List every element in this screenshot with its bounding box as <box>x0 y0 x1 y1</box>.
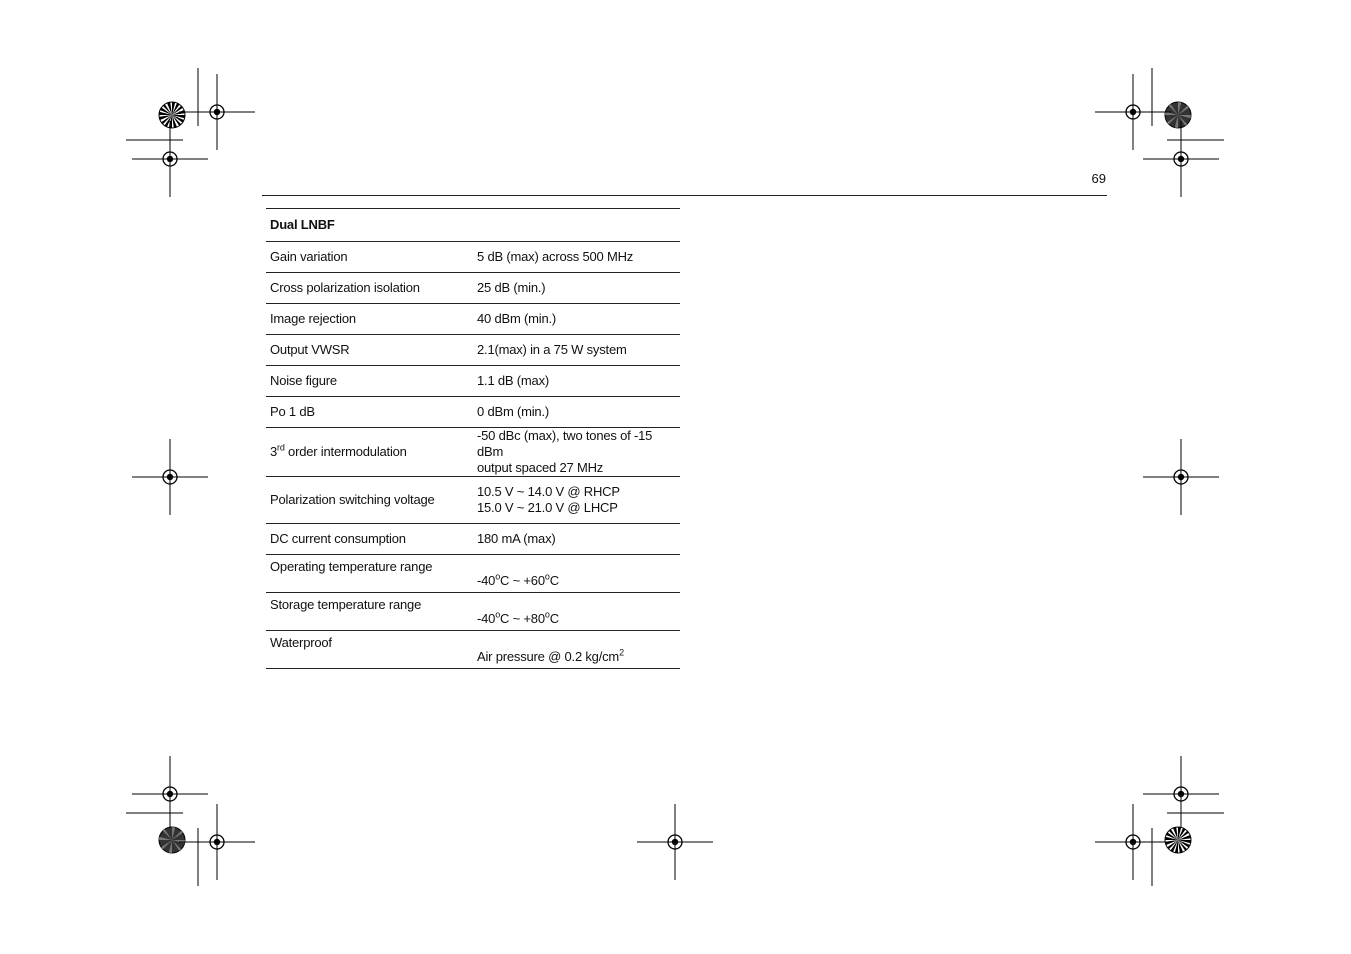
spec-label: Output VWSR <box>266 335 473 366</box>
spec-label: Storage temperature range <box>266 593 473 631</box>
table-header-row <box>266 209 680 242</box>
registration-mark-icon <box>1095 804 1171 880</box>
spec-value: 0 dBm (min.) <box>473 397 680 428</box>
crop-mark-top-right <box>1152 68 1224 140</box>
registration-mark-icon <box>1095 74 1171 150</box>
spec-value: 5 dB (max) across 500 MHz <box>473 242 680 273</box>
spec-table <box>266 208 680 669</box>
registration-mark-icon <box>132 756 208 832</box>
degree-sign: o <box>544 571 550 582</box>
registration-mark-icon <box>1143 756 1219 832</box>
spec-label <box>266 428 473 477</box>
degree-sign: o <box>544 609 550 620</box>
superscript: 2 <box>619 647 624 658</box>
table-row <box>266 428 680 477</box>
crop-mark-top-left <box>126 68 198 140</box>
table-row <box>266 273 680 304</box>
spec-value: 1.1 dB (max) <box>473 366 680 397</box>
value-text: C <box>549 611 559 626</box>
page-number: 69 <box>1091 171 1106 186</box>
header-rule <box>262 195 1107 196</box>
registration-mark-icon <box>179 804 255 880</box>
label-text: order intermodulation <box>284 444 407 459</box>
spec-label: Po 1 dB <box>266 397 473 428</box>
label-ordinal: rd <box>277 442 285 453</box>
spec-label: Gain variation <box>266 242 473 273</box>
table-row <box>266 593 680 631</box>
table-row <box>266 304 680 335</box>
registration-mark-icon <box>637 804 713 880</box>
color-bar-icon <box>1165 102 1191 128</box>
table-row <box>266 335 680 366</box>
table-row <box>266 555 680 593</box>
table-row <box>266 397 680 428</box>
spec-value <box>473 593 680 631</box>
spec-value: 180 mA (max) <box>473 524 680 555</box>
value-text: C ~ +80 <box>500 611 545 626</box>
spec-value: 2.1(max) in a 75 W system <box>473 335 680 366</box>
registration-mark-icon <box>1143 121 1219 197</box>
color-bar-icon <box>159 827 185 853</box>
registration-mark-icon <box>179 74 255 150</box>
color-bar-icon <box>159 102 185 128</box>
spec-value <box>473 555 680 593</box>
spec-label: Polarization switching voltage <box>266 477 473 524</box>
spec-value <box>473 631 680 669</box>
table-row <box>266 242 680 273</box>
table-row <box>266 631 680 669</box>
spec-value <box>473 477 680 524</box>
table-row <box>266 524 680 555</box>
value-text: Air pressure @ 0.2 kg/cm <box>477 649 620 664</box>
table-title: Dual LNBF <box>266 209 680 242</box>
spec-value: 25 dB (min.) <box>473 273 680 304</box>
spec-label: Cross polarization isolation <box>266 273 473 304</box>
degree-sign: o <box>495 609 501 620</box>
registration-mark-icon <box>132 439 208 515</box>
spec-value <box>473 428 680 477</box>
table-row <box>266 366 680 397</box>
degree-sign: o <box>495 571 501 582</box>
spec-label: Waterproof <box>266 631 473 669</box>
value-line: 15.0 V ~ 21.0 V @ LHCP <box>477 500 618 515</box>
table-row <box>266 477 680 524</box>
value-text: -40 <box>477 611 496 626</box>
spec-label: Operating temperature range <box>266 555 473 593</box>
label-number: 3 <box>270 444 278 459</box>
value-line: 10.5 V ~ 14.0 V @ RHCP <box>477 484 620 499</box>
color-bar-icon <box>1165 827 1191 853</box>
crop-mark-bottom-right <box>1152 813 1224 886</box>
value-line: -50 dBc (max), two tones of -15 dBm <box>477 428 653 459</box>
value-text: C ~ +60 <box>500 573 545 588</box>
spec-label: DC current consumption <box>266 524 473 555</box>
spec-label: Image rejection <box>266 304 473 335</box>
value-line: output spaced 27 MHz <box>477 460 604 475</box>
value-text: C <box>549 573 559 588</box>
value-text: -40 <box>477 573 496 588</box>
registration-mark-icon <box>132 121 208 197</box>
registration-mark-icon <box>1143 439 1219 515</box>
crop-mark-bottom-left <box>126 813 198 886</box>
spec-value: 40 dBm (min.) <box>473 304 680 335</box>
spec-label: Noise figure <box>266 366 473 397</box>
